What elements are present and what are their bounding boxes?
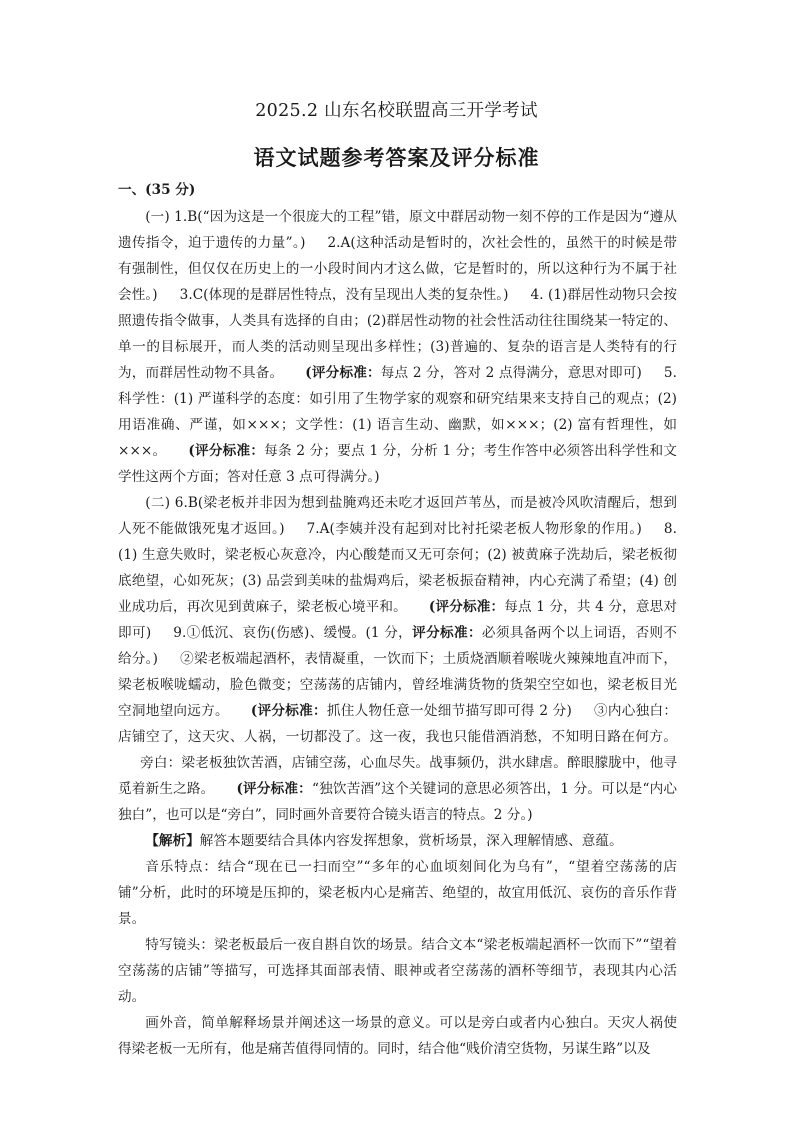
- part2-paragraph: [118, 490, 677, 828]
- grading-q5: 每条 2 分；要点 1 分，分析 1 分；考生作答中必须答出科学性和文学性这两个方面；答对任意 3 点可得满分。): [118, 443, 678, 485]
- answer-key-title: 语文试题参考答案及评分标准: [253, 145, 540, 170]
- part1-paragraph: [118, 204, 677, 490]
- answer-q4: 4. (1)群居性动物只会按照遗传指令做事，人类具有选择的自由；(2)群居性动物的社会性活动往往围绕某一特定的、单一的目标展开，而人类的活动则呈现出多样性；(3)普遍的、复杂的语言是人类特有的行为，而群居性动物不具备。: [118, 287, 677, 381]
- answer-q6: (二) 6.B(梁老板并非因为想到盐腌鸡还未吃才返回芦苇丛，而是被冷风吹清醒后，想到人死不能做饿死鬼才返回。): [118, 495, 677, 537]
- answer-q1: (一) 1.B(“因为这是一个很庞大的工程”错，原文中群居动物一刻不停的工作是因为“遵从遗传指令，迫于遗传的力量”。): [118, 209, 677, 251]
- answer-q5: 5.科学性：(1) 严谨科学的态度：如引用了生物学家的观察和研究结果来支持自己的观点；(2) 用语准确、严谨，如×××；文学性：(1) 语言生动、幽默，如×××；(2) 富有哲理性，如×××。: [118, 365, 677, 459]
- analysis-closeup: 特写镜头：梁老板最后一夜自斟自饮的场景。结合文本“梁老板端起酒杯一饮而下”“望着空荡荡的店铺”等描写，可选择其面部表情、眼神或者空荡荡的酒杯等细节，表现其内心活动。: [118, 937, 677, 1005]
- grading-q8: 每点 1 分，共 4 分，意思对即可): [118, 599, 677, 641]
- grading-label-q9-3: (评分标准：: [236, 781, 312, 797]
- answer-q9-1: 9.①低沉、哀伤(伤感)、缓慢。(1 分，: [173, 625, 413, 641]
- analysis-label: 【解析】: [145, 833, 200, 849]
- grading-q9-2: 抓住人物任意一处细节描写即可得 2 分): [326, 703, 572, 719]
- answer-q9-2: ②梁老板端起酒杯，表情凝重，一饮而下；土质烧酒顺着喉咙火辣辣地直冲而下，梁老板喉咙蠕动，脸色微变；空荡荡的店铺内，曾经堆满货物的货架空空如也，梁老板目光空洞地望向远方。: [118, 651, 677, 719]
- grading-label-q4: (评分标准：: [305, 365, 381, 381]
- analysis-paragraph: [118, 828, 677, 854]
- analysis-intro: 解答本题要结合具体内容发挥想象，赏析场景，深入理解情感、意蕴。: [199, 833, 623, 849]
- grading-q9-1: 必须具备两个以上词语，否则不给分。): [118, 625, 678, 667]
- answer-q3: 3.C(体现的是群居性特点，没有呈现出人类的复杂性。): [179, 287, 509, 303]
- grading-label-q5: (评分标准：: [188, 443, 265, 459]
- grading-label-q9-2: (评分标准：: [250, 703, 327, 719]
- answer-q8: 8. (1) 生意失败时，梁老板心灰意冷，内心酸楚而又无可奈何；(2) 被黄麻子洗劫后，梁老板彻底绝望，心如死灰；(3) 品尝到美味的盐焗鸡后，梁老板振奋精神，内心充满了希望；(4) 创业成功后，再次见到黄麻子，梁老板心境平和。: [118, 521, 677, 615]
- grading-label-q9-1: 评分标准：: [412, 625, 482, 641]
- exam-title: 2025.2 山东名校联盟高三开学考试: [255, 101, 538, 121]
- grading-q4: 每点 2 分，答对 2 点得满分，意思对即可): [380, 365, 642, 381]
- section-heading: 一、(35 分): [118, 182, 196, 198]
- grading-q9-3: “独饮苦酒”这个关键词的意思必须答出，1 分。可以是“内心独白”，也可以是“旁白”，同时画外音要符合镜头语言的特点。2 分。): [118, 781, 677, 823]
- grading-label-q8: (评分标准：: [428, 599, 505, 615]
- answer-q7: 7.A(李姨并没有起到对比衬托梁老板人物形象的作用。): [306, 521, 642, 537]
- answer-q9-3-voiceover: 旁白：梁老板独饮苦酒，店铺空荡，心血尽失。战事频仍，洪水肆虐。醉眼朦胧中，他寻觅着新生之路。: [118, 755, 677, 797]
- answer-q2: 2.A(这种活动是暂时的，次社会性的，虽然干的时候是带有强制性，但仅仅在历史上的一小段时间内才这么做，它是暂时的，所以这种行为不属于社会性。): [118, 235, 677, 303]
- analysis-music: 音乐特点：结合“现在已一扫而空”“多年的心血顷刻间化为乌有”，“望着空荡荡的店铺”分析，此时的环境是压抑的，梁老板内心是痛苦、绝望的，故宜用低沉、哀伤的音乐作背景。: [118, 859, 677, 927]
- analysis-voiceover: 画外音，简单解释场景并阐述这一场景的意义。可以是旁白或者内心独白。天灾人祸使得梁老板一无所有，他是痛苦值得同情的。同时，结合他“贱价清空货物，另谋生路”以及: [118, 1015, 677, 1057]
- answer-body: [118, 204, 677, 1062]
- answer-q9-3: ③内心独白：店铺空了，这天灾、人祸，一切都没了。这一夜，我也只能借酒消愁，不知明日路在何方。: [118, 703, 677, 745]
